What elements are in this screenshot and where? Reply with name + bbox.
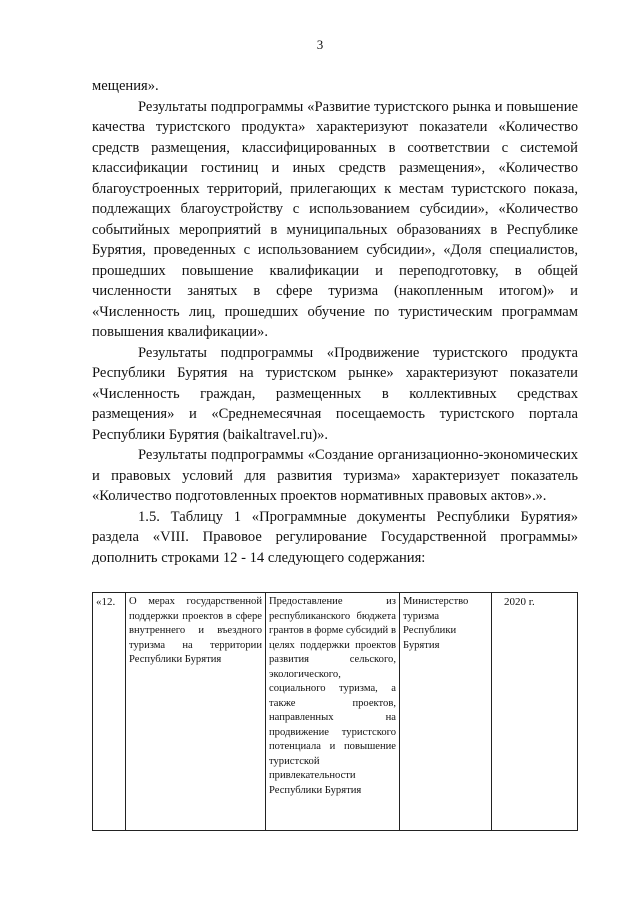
paragraph-results-subprogram-1: Результаты подпрограммы «Развитие туристского рынка и повышение качества туристского продукта» характеризуют показатели «Количество средств размещения, классифицированных в соответствии с системой классификации гостиниц и иных средств размещения», «Количество благоустроенных территорий, прилегающих к местам туристского показа, подлежащих благоустройству с использованием субсидии», «Количество событийных мероприятий в муниципальных образованиях в Республике Бурятия, проведенных с использованием субсидии», «Доля специалистов, прошедших повышение квалификации и переподготовку, в общей численности занятых в сфере туризма (накопленным итогом)» и «Численность лиц, прошедших обучение по туристическим программам повышения квалификации». [92, 98, 578, 340]
page-number: 3 [316, 37, 324, 52]
executor-cell: Министерство туризма Республики Бурятия [400, 593, 492, 831]
program-documents-table [92, 592, 578, 831]
paragraph-continuation: мещения». [92, 78, 159, 94]
year-cell: 2020 г. [492, 593, 578, 831]
paragraph-results-subprogram-3: Результаты подпрограммы «Создание организационно-экономических и правовых условий для развития туризма» характеризует показатель «Количество подготовленных проектов нормативных правовых актов».». [92, 447, 578, 504]
body-text [92, 76, 578, 568]
paragraph-results-subprogram-2: Результаты подпрограммы «Продвижение туристского продукта Республики Бурятия на туристском рынке» характеризуют показатели «Численность граждан, размещенных в коллективных средствах размещения» и «Среднемесячная посещаемость туристского портала Республики Бурятия (baikaltravel.ru)». [92, 344, 578, 443]
row-number-cell: «12. [93, 593, 126, 831]
document-title-cell: О мерах государственной поддержки проектов в сфере внутреннего и въездного туризма на территории Республики Бурятия [126, 593, 266, 831]
paragraph-amendment-1-5: 1.5. Таблицу 1 «Программные документы Республики Бурятия» раздела «VIII. Правовое регулирование Государственной программы» дополнить строками 12 - 14 следующего содержания: [92, 508, 578, 566]
table-row [93, 593, 578, 831]
document-content-cell: Предоставление из республиканского бюджета грантов в форме субсидий в целях поддержки проектов развития сельского, экологического, социального туризма, а также проектов, направленных на продвижение туристского потенциала и повышение туристской привлекательности Республики Бурятия [266, 593, 400, 831]
